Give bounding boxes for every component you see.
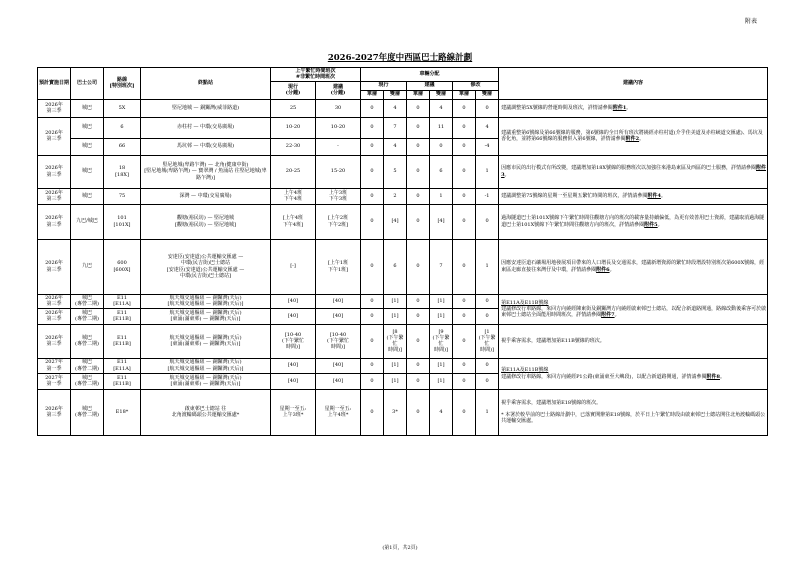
- proposal-text: 建議調整第75號線的星期一至星期五繁忙時間的班次，詳情請參閱: [501, 192, 648, 199]
- cell-route: E11 [E11B]: [104, 308, 141, 324]
- proposal-text: 過海隧道巴士第101X號線下午繁忙時間往觀塘方向的班次的載客量持續偏低，為更有效善用巴士資源，建議取消過海隧道巴士第101X號線下午繁忙時間往觀塘方向的班次，詳情請參閱: [501, 215, 765, 228]
- cell-change-double: -1: [476, 188, 499, 204]
- cell-proposed-single: 0: [407, 324, 430, 358]
- cell-am-current: [40]: [271, 308, 316, 324]
- header-double: 雙層: [430, 90, 453, 99]
- cell-current-double: 7: [384, 117, 407, 138]
- cell-am-current: [上午4班 下午4班]: [271, 204, 316, 239]
- table-body: [38, 99, 768, 435]
- cell-route: E11 [E11A]: [104, 294, 141, 308]
- cell-proposal: [499, 117, 768, 155]
- cell-terminal: 航天城交通樞紐 — 銅鑼灣(天后) [東涌(滿東邨) — 銅鑼灣(天后)]: [141, 308, 271, 324]
- cell-change-single: 0: [453, 324, 476, 358]
- cell-proposal: [499, 188, 768, 204]
- annex-link[interactable]: 附件5: [644, 221, 658, 228]
- cell-change-double: 1: [476, 389, 499, 435]
- cell-period: 2027年 第一季: [38, 358, 71, 373]
- cell-current-double: [1]: [384, 373, 407, 389]
- cell-proposal: [499, 99, 768, 117]
- cell-proposed-double: 4: [430, 99, 453, 117]
- page-footer: (第1頁，共2頁): [382, 545, 418, 551]
- annex-link[interactable]: 附件2: [625, 136, 640, 142]
- header-period: 預計實施日期: [38, 68, 71, 100]
- cell-proposed-single: 0: [407, 373, 430, 389]
- cell-period: 2026年 第三季: [38, 188, 71, 204]
- cell-am-current: [40]: [271, 358, 316, 373]
- cell-company: 城巴 (專營二期): [71, 373, 104, 389]
- cell-change-single: 0: [453, 389, 476, 435]
- cell-period: 2026年 第三季: [38, 324, 71, 358]
- header-double: 雙層: [384, 90, 407, 99]
- annex-link[interactable]: 附件4: [647, 192, 661, 199]
- cell-am-current: [10-40 (下午繁忙 時間)]: [271, 324, 316, 358]
- table-row: [38, 324, 768, 358]
- header-fleet-proposed: 建議: [407, 81, 453, 90]
- table-row: [38, 204, 768, 239]
- punctuation: 。: [639, 136, 645, 142]
- cell-am-proposed: [上午1班 下午1班]: [316, 239, 361, 294]
- cell-current-double: 5: [384, 155, 407, 188]
- annex-link[interactable]: 附件1: [612, 104, 627, 111]
- cell-current-single: 0: [361, 373, 384, 389]
- cell-am-current: 10-20: [271, 117, 316, 138]
- cell-am-proposed: [40]: [316, 358, 361, 373]
- cell-company: 九巴: [71, 239, 104, 294]
- cell-route: E11 [E11B]: [104, 373, 141, 389]
- cell-terminal: 航天城交通樞紐 — 銅鑼灣(天后) [東涌(滿東邨) — 銅鑼灣(天后)]: [141, 373, 271, 389]
- cell-current-double: 6: [384, 239, 407, 294]
- proposal-text: 因應市民的出行模式有所改變，建議增加第18X號線的服務班次以加強往來港島東區及西區的巴士服務，詳情請參閱: [501, 165, 756, 172]
- annex-link[interactable]: 附件7: [601, 312, 615, 319]
- proposal-text: 視乎乘客需求，建議增加第E11B號線的班次。: [501, 337, 605, 344]
- cell-proposed-double: [9 (下午繁忙 時間)]: [430, 324, 453, 358]
- annex-link[interactable]: 附件8: [706, 373, 720, 380]
- cell-am-current: 20-25: [271, 155, 316, 188]
- cell-current-single: 0: [361, 188, 384, 204]
- cell-change-single: 0: [453, 358, 476, 373]
- cell-terminal: 赤柱村 — 中環(交易廣場): [141, 117, 271, 138]
- cell-change-double: [1 (下午繁忙 時間)]: [476, 324, 499, 358]
- proposal-subheading: 第E11A及E11B號線: [501, 299, 549, 306]
- cell-terminal: 堅尼地城 — 銅鑼灣(威菲路道): [141, 99, 271, 117]
- cell-route: 5X: [104, 99, 141, 117]
- cell-change-double: 0: [476, 373, 499, 389]
- cell-terminal: 堅尼地城(卑路乍灣) — 北角(健康中街) [堅尼地城(卑路乍灣) — 寶翠灣 / 魚涌站 往堅尼地城(卑路乍灣)]: [141, 155, 271, 188]
- cell-am-proposed: [10-40 (下午繁忙 時間)]: [316, 324, 361, 358]
- cell-change-single: 0: [453, 188, 476, 204]
- punctuation: 。: [609, 266, 615, 273]
- cell-period: 2027年 第一季: [38, 373, 71, 389]
- cell-change-single: 0: [453, 239, 476, 294]
- cell-company: 城巴: [71, 188, 104, 204]
- punctuation: 。: [504, 171, 510, 178]
- proposal-text: 建議修改行車路線，來回方向繞經陳東街及銅鑼灣方向繞經啟東邨巴士總站，以配合新道路開通，路線改動後乘客可於啟東邨巴士總站全面能用時間班次，詳情請參閱: [501, 305, 767, 319]
- table-row: [38, 188, 768, 204]
- cell-change-single: 0: [453, 117, 476, 138]
- table-row: [38, 117, 768, 138]
- cell-am-proposed: 上午3班 下午3班: [316, 188, 361, 204]
- punctuation: 。: [657, 221, 663, 228]
- header-single: 單層: [453, 90, 476, 99]
- cell-proposal: [499, 155, 768, 188]
- header-fleet-change: 修改: [453, 81, 499, 90]
- cell-proposed-single: 0: [407, 358, 430, 373]
- cell-change-single: 0: [453, 308, 476, 324]
- cell-terminal: 馬坑邨 — 中環(交易廣場): [141, 138, 271, 155]
- cell-proposal: [499, 358, 768, 389]
- cell-proposal: [499, 389, 768, 435]
- table-row: [38, 99, 768, 117]
- cell-route: 18 [18X]: [104, 155, 141, 188]
- cell-company: 城巴 (專營二期): [71, 358, 104, 373]
- cell-period: 2026年 第三季: [38, 389, 71, 435]
- cell-change-single: 0: [453, 155, 476, 188]
- cell-change-double: 0: [476, 294, 499, 308]
- cell-current-single: 0: [361, 117, 384, 138]
- cell-change-double: 4: [476, 117, 499, 138]
- cell-current-double: [8 (下午繁忙 時間)]: [384, 324, 407, 358]
- cell-current-single: 0: [361, 389, 384, 435]
- header-company: 巴士公司: [71, 68, 104, 100]
- cell-proposed-single: 0: [407, 389, 430, 435]
- cell-am-proposed: [上午2班 下午2班]: [316, 204, 361, 239]
- cell-am-proposed: [40]: [316, 308, 361, 324]
- cell-am-proposed: 30: [316, 99, 361, 117]
- cell-period: 2026年 第三季: [38, 308, 71, 324]
- cell-am-current: 上午4班 下午4班: [271, 188, 316, 204]
- cell-proposed-single: 0: [407, 155, 430, 188]
- cell-company: 城巴: [71, 117, 104, 138]
- cell-terminal: 航天城交通樞紐 — 銅鑼灣(天后) [東涌(滿東邨) — 銅鑼灣(天后)]: [141, 324, 271, 358]
- annex-link[interactable]: 附件3: [501, 165, 767, 178]
- cell-current-double: [1]: [384, 308, 407, 324]
- proposal-text: 建議修改行車路線，來回方向繞經P1公路(東涌東至大嶼段)，以配合新道路開通，詳情請參閱: [501, 373, 707, 380]
- cell-proposed-double: [1]: [430, 358, 453, 373]
- cell-route: 6: [104, 117, 141, 138]
- header-fleet: 車輛分配: [361, 68, 499, 82]
- cell-change-double: 0: [476, 358, 499, 373]
- cell-route: 66: [104, 138, 141, 155]
- cell-route: E18*: [104, 389, 141, 435]
- cell-proposal: [499, 294, 768, 324]
- cell-am-proposed: 星期一至五: 上午4班*: [316, 389, 361, 435]
- cell-change-double: -4: [476, 138, 499, 155]
- cell-am-proposed: 10-20: [316, 117, 361, 138]
- cell-period: 2026年 第三季: [38, 117, 71, 155]
- table-row: [38, 389, 768, 435]
- cell-current-double: [4]: [384, 204, 407, 239]
- cell-current-double: 3*: [384, 389, 407, 435]
- cell-period: 2026年 第三季: [38, 204, 71, 239]
- proposal-text: 因應安達臣道石礦場用地發展項目帶來的人口增長及交通需求，建議新增資源的繁忙時段增設特別班次第600X號線，經東區走廊直接往來灣仔及中環，詳情請參閱: [501, 260, 765, 273]
- cell-proposed-double: 6: [430, 155, 453, 188]
- cell-terminal: 航天城交通樞紐 — 銅鑼灣(天后) [航天城交通樞紐 — 銅鑼灣(天后)]: [141, 294, 271, 308]
- header-double: 雙層: [476, 90, 499, 99]
- cell-current-double: [1]: [384, 358, 407, 373]
- cell-change-double: 0: [476, 99, 499, 117]
- cell-proposed-double: 0: [430, 138, 453, 155]
- cell-proposed-double: [1]: [430, 294, 453, 308]
- table-row: [38, 358, 768, 373]
- cell-am-proposed: 15-20: [316, 155, 361, 188]
- cell-company: 城巴: [71, 155, 104, 188]
- cell-current-single: 0: [361, 294, 384, 308]
- cell-am-proposed: [40]: [316, 373, 361, 389]
- cell-current-double: [1]: [384, 294, 407, 308]
- proposal-subheading: 第E11A及E11B號線: [501, 367, 549, 374]
- header-am-peak: 上午繁忙時間班次 #非繁忙時間班次: [271, 68, 361, 82]
- cell-proposed-double: 1: [430, 188, 453, 204]
- cell-company: 城巴: [71, 138, 104, 155]
- cell-change-single: 0: [453, 99, 476, 117]
- cell-route: E11 [E11A]: [104, 358, 141, 373]
- punctuation: 。: [660, 192, 666, 199]
- cell-current-single: 0: [361, 138, 384, 155]
- cell-company: 城巴 (專營二期): [71, 294, 104, 308]
- cell-am-proposed: [40]: [316, 294, 361, 308]
- header-terminal: 終點站: [141, 68, 271, 100]
- cell-proposed-single: 0: [407, 294, 430, 308]
- header-proposal: 建議內容: [499, 68, 768, 100]
- proposal-text: 建議重整第6號線及第66號線的服務，第6號線的全日所有班次將繞經赤柱村道(介乎佳美道及赤柱峽道交匯處)、馬坑及香化角，並將第66號線的服務併入第6號線，詳情請參閱: [501, 129, 763, 142]
- cell-change-single: 0: [453, 138, 476, 155]
- cell-period: 2026年 第三季: [38, 155, 71, 188]
- header-fleet-current: 現行: [361, 81, 407, 90]
- cell-company: 城巴 (專營二期): [71, 324, 104, 358]
- cell-period: 2026年 第三季: [38, 294, 71, 308]
- cell-am-current: 25: [271, 99, 316, 117]
- cell-am-current: [40]: [271, 294, 316, 308]
- cell-current-single: 0: [361, 324, 384, 358]
- header-am-current: 現行 (分鐘): [271, 81, 316, 99]
- cell-proposed-single: 0: [407, 239, 430, 294]
- cell-period: 2026年 第三季: [38, 99, 71, 117]
- cell-current-double: 4: [384, 138, 407, 155]
- cell-proposed-single: 0: [407, 117, 430, 138]
- annex-link[interactable]: 附件6: [596, 266, 610, 273]
- cell-proposed-single: 0: [407, 308, 430, 324]
- cell-proposed-single: 0: [407, 188, 430, 204]
- header-single: 單層: [361, 90, 384, 99]
- cell-current-single: 0: [361, 358, 384, 373]
- cell-proposal: [499, 324, 768, 358]
- cell-company: 城巴 (專營二期): [71, 308, 104, 324]
- cell-terminal: 航天城交通樞紐 — 銅鑼灣(天后) [航天城交通樞紐 — 銅鑼灣(天后)]: [141, 358, 271, 373]
- cell-proposed-double: [4]: [430, 204, 453, 239]
- header-am-proposed: 建議 (分鐘): [316, 81, 361, 99]
- cell-am-current: [-]: [271, 239, 316, 294]
- cell-current-single: 0: [361, 99, 384, 117]
- cell-terminal: 啟東邨巴士總站 往 北角渡輪碼頭公共運輸交匯處*: [141, 389, 271, 435]
- cell-proposed-single: 0: [407, 99, 430, 117]
- cell-route: 101 [101X]: [104, 204, 141, 239]
- cell-am-current: 星期一至五: 上午3班*: [271, 389, 316, 435]
- cell-company: 城巴: [71, 99, 104, 117]
- cell-proposed-single: 0: [407, 138, 430, 155]
- proposal-text: 視乎乘客需求，建議增加第E18號線的班次。 * 本署於較早前的巴士路線計劃中，已落實開辦第E18號線，於平日上午繁忙時段由啟東邨巴士總站開往北角渡輪碼頭公共運輸交匯處。: [501, 399, 766, 425]
- cell-change-single: 0: [453, 373, 476, 389]
- punctuation: 。: [720, 373, 726, 380]
- header-single: 單層: [407, 90, 430, 99]
- page-title: 2026-2027年度中西區巴士路線計劃: [327, 53, 473, 63]
- cell-change-single: 0: [453, 204, 476, 239]
- cell-proposed-double: 11: [430, 117, 453, 138]
- cell-current-single: 0: [361, 155, 384, 188]
- proposal-text: 建議調整第5X號線的營運時間及班次，詳情請參閱: [501, 104, 613, 111]
- cell-terminal: 安達臣(安達道)公共運輸交匯處 — 中環(民吉街)巴士總站 [安達臣(安達道)公共運輸交匯處 — 中環(民吉街)巴士總站]: [141, 239, 271, 294]
- header-route: 路線 [特別班次]: [104, 68, 141, 100]
- cell-change-single: 0: [453, 294, 476, 308]
- cell-terminal: 深灣 — 中環(交易廣場): [141, 188, 271, 204]
- cell-proposal: [499, 204, 768, 239]
- cell-proposed-double: [1]: [430, 308, 453, 324]
- cell-current-single: 0: [361, 239, 384, 294]
- cell-am-current: 22-30: [271, 138, 316, 155]
- cell-current-single: 0: [361, 204, 384, 239]
- annex-label: 附表: [745, 18, 758, 25]
- bus-route-plan-table: [37, 67, 768, 436]
- cell-proposed-double: 7: [430, 239, 453, 294]
- cell-current-single: 0: [361, 308, 384, 324]
- cell-am-current: [40]: [271, 373, 316, 389]
- cell-proposed-double: 4: [430, 389, 453, 435]
- punctuation: 。: [614, 312, 620, 319]
- cell-route: E11 [E11B]: [104, 324, 141, 358]
- cell-proposed-double: [1]: [430, 373, 453, 389]
- cell-company: 城巴 (專營二期): [71, 389, 104, 435]
- cell-route: 600 [600X]: [104, 239, 141, 294]
- cell-change-double: 0: [476, 308, 499, 324]
- cell-am-proposed: -: [316, 138, 361, 155]
- cell-proposal: [499, 239, 768, 294]
- cell-change-double: 1: [476, 155, 499, 188]
- cell-route: 75: [104, 188, 141, 204]
- table-row: [38, 239, 768, 294]
- cell-change-double: 0: [476, 204, 499, 239]
- cell-company: 九巴/城巴: [71, 204, 104, 239]
- punctuation: 。: [626, 104, 632, 111]
- table-row: [38, 155, 768, 188]
- cell-terminal: 觀塘(裕民坊) — 堅尼地城 [觀塘(裕民坊) — 堅尼地城]: [141, 204, 271, 239]
- cell-change-double: 1: [476, 239, 499, 294]
- cell-current-double: 4: [384, 99, 407, 117]
- table-row: [38, 294, 768, 308]
- cell-proposed-single: 0: [407, 204, 430, 239]
- cell-period: 2026年 第三季: [38, 239, 71, 294]
- cell-current-double: 2: [384, 188, 407, 204]
